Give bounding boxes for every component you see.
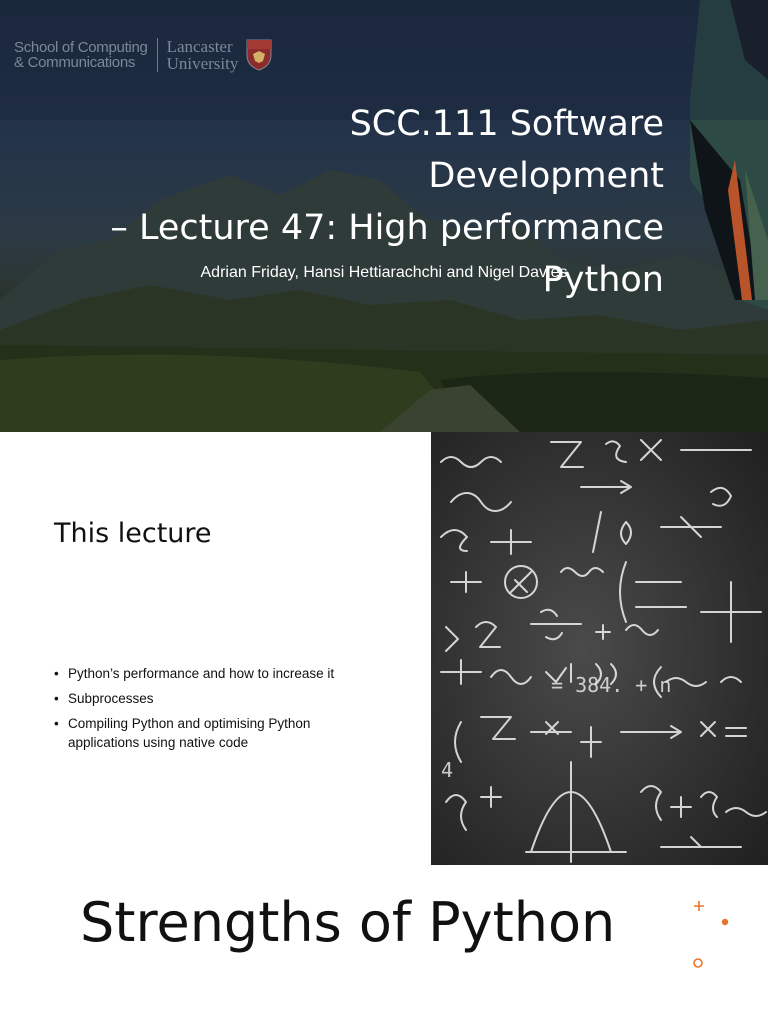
university-name-line2: University xyxy=(166,54,239,73)
svg-text:= 384. + n: = 384. + n xyxy=(551,673,672,697)
ring-icon xyxy=(694,959,702,967)
logo-divider xyxy=(157,38,158,72)
bullet-list xyxy=(54,664,384,758)
chalkboard-equations-image xyxy=(431,432,768,865)
lecture-title-line2: – Lecture 47: High performance xyxy=(110,208,664,248)
bullet-item: • Subprocesses xyxy=(54,689,384,708)
university-name-line1: Lancaster xyxy=(166,37,233,56)
school-name-line2: & Communications xyxy=(14,54,136,71)
title-slide xyxy=(0,0,768,432)
lecture-title-line3: Python xyxy=(542,260,664,300)
svg-text:4: 4 xyxy=(441,758,454,782)
school-name-line1: School of Computing xyxy=(14,39,148,56)
section-title: Strengths of Python xyxy=(80,891,616,954)
dot-icon xyxy=(722,919,728,925)
bullet-item: • Python’s performance and how to increase it xyxy=(54,664,384,683)
university-crest-icon xyxy=(246,39,272,71)
decorative-shapes xyxy=(690,899,740,971)
school-logo xyxy=(14,38,272,72)
section-slide xyxy=(0,865,768,1024)
agenda-slide xyxy=(0,432,768,865)
bullet-item: • Compiling Python and optimising Python applications using native code xyxy=(54,714,384,752)
authors: Adrian Friday, Hansi Hettiarachchi and Nigel Davies xyxy=(200,264,568,281)
lecture-title-line1: SCC.111 Software Development xyxy=(349,104,664,196)
slide-heading: This lecture xyxy=(54,518,212,549)
plus-icon xyxy=(694,901,704,911)
